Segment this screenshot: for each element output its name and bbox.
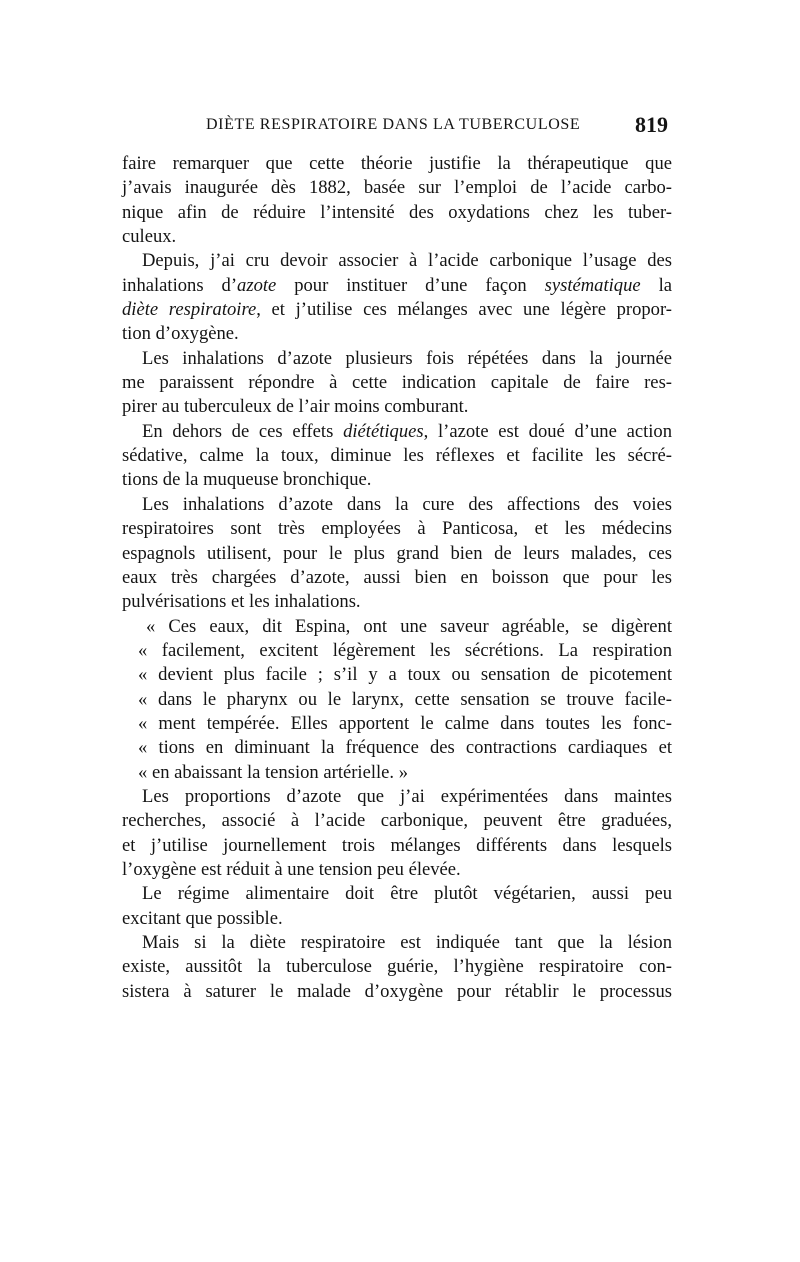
quote-line: « devient plus facile ; s’il y a toux ou sensation de picotement <box>138 664 672 686</box>
text-line: tions de la muqueuse bronchique. <box>122 469 372 491</box>
text-line: Le régime alimentaire doit être plutôt végétarien, aussi peu <box>142 883 672 905</box>
text-line: Mais si la diète respiratoire est indiquée tant que la lésion <box>142 932 672 953</box>
emphasis: azote <box>237 274 277 296</box>
running-head <box>122 114 672 142</box>
text-line: nique afin de réduire l’intensité des oxydations chez les tuber- <box>122 201 672 223</box>
quote-line: « ment tempérée. Elles apportent le calme dans toutes les fonc- <box>138 712 672 734</box>
text-line: j’avais inaugurée dès 1882, basée sur l’emploi de l’acide carbo- <box>122 177 672 199</box>
text-line: inhalations d’azote pour instituer d’une façon systématique la <box>122 274 673 296</box>
page-number: 819 <box>635 112 668 137</box>
text-line: diète respiratoire, et j’utilise ces mélanges avec une légère propor- <box>122 299 672 321</box>
text-line: tion d’oxygène. <box>122 323 239 345</box>
running-title: DIÈTE RESPIRATOIRE DANS LA TUBERCULOSE <box>206 116 581 133</box>
text-line: Les inhalations d’azote plusieurs fois répétées dans la journée <box>142 347 672 369</box>
text-line: culeux. <box>122 226 177 248</box>
text-line: recherches, associé à l’acide carbonique, peuvent être graduées, <box>122 810 672 832</box>
text-line: pulvérisations et les inhalations. <box>122 591 361 613</box>
text-line: sédative, calme la toux, diminue les réflexes et facilite les sécré- <box>122 445 672 467</box>
emphasis: diététiques <box>343 420 424 442</box>
quote-line: « facilement, excitent légèrement les sécrétions. La respiration <box>138 639 672 661</box>
quote-line: « tions en diminuant la fréquence des contractions cardiaques et <box>138 737 672 759</box>
text-line: l’oxygène est réduit à une tension peu élevée. <box>122 858 461 880</box>
text-line: existe, aussitôt la tuberculose guérie, l’hygiène respiratoire con- <box>122 956 672 978</box>
emphasis: diète respiratoire <box>122 299 257 321</box>
text-line: faire remarquer que cette théorie justifie la thérapeutique que <box>122 153 672 174</box>
body-text <box>122 152 672 1004</box>
text-line: pirer au tuberculeux de l’air moins comburant. <box>122 396 469 418</box>
text-line: Les inhalations d’azote dans la cure des affections des voies <box>142 493 672 515</box>
text-line: sistera à saturer le malade d’oxygène pour rétablir le processus <box>122 980 672 1002</box>
text-line: Les proportions d’azote que j’ai expérimentées dans maintes <box>142 785 672 807</box>
text-line: et j’utilise journellement trois mélanges différents dans lesquels <box>122 834 672 856</box>
text-line: En dehors de ces effets diététiques, l’azote est doué d’une action <box>142 420 672 442</box>
text-line: respiratoires sont très employées à Panticosa, et les médecins <box>122 518 672 540</box>
text-line: espagnols utilisent, pour le plus grand bien de leurs malades, ces <box>122 542 672 564</box>
text-line: eaux très chargées d’azote, aussi bien en boisson que pour les <box>122 566 672 588</box>
quote-line: « Ces eaux, dit Espina, ont une saveur agréable, se digèrent <box>146 615 672 637</box>
quote-line: « en abaissant la tension artérielle. » <box>138 761 409 783</box>
quote-line: « dans le pharynx ou le larynx, cette sensation se trouve facile- <box>138 688 672 710</box>
text-line: excitant que possible. <box>122 907 283 929</box>
text-line: Depuis, j’ai cru devoir associer à l’acide carbonique l’usage des <box>142 250 672 272</box>
emphasis: systématique <box>544 274 641 296</box>
text-line: me paraissent répondre à cette indication capitale de faire res- <box>122 372 672 394</box>
